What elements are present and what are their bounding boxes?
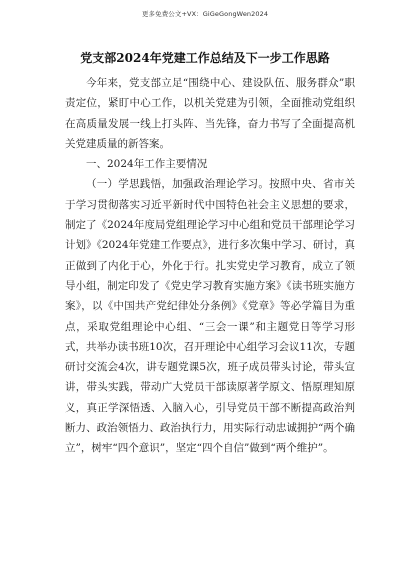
body-paragraph: （一）学思践悟，加强政治理论学习。按照中央、省市关于学习贯彻落实习近平新时代中国特色社会主义思想的要求，制定了《2024年度局党组理论学习中心组和党员干部理论学习计划》《2024年党建工作要点》，进行多次集中学习、研讨，真正做到了内化于心，外化于行。扎实党史学习教育，成立了领导小组，制定印发了《党史学习教育实施方案》《读书班实施方案》，以《中国共产党纪律处分条例》《党章》等必学篇目为重点，采取党组理论中心组、“三会一课”和主题党日等学习形式，共举办读书班10次，召开理论中心组学习会议11次，专题研讨交流会4次，讲专题党课5次，班子成员带头讨论，带头宣讲，带头实践，带动广大党员干部读原著学原文、悟原理知原义，真正学深悟透、入脑入心，引导党员干部不断提高政治判断力、政治领悟力、政治执行力，用实际行动忠诚拥护“两个确立”，树牢“四个意识”，坚定“四个自信”做到“两个维护”。 (65, 178, 355, 455)
intro-paragraph: 今年来，党支部立足“围绕中心、建设队伍、服务群众”职责定位，紧盯中心工作，以机关党建为引领，全面推动党组织在高质量发展一线上打头阵、当先锋，奋力书写了全面提高机关党建质量的新答案。 (65, 77, 355, 150)
header-note: 更多免费公文+VX：GiGeGongWen2024 (141, 10, 269, 18)
document-title: 党支部2024年党建工作总结及下一步工作思路 (80, 51, 330, 65)
section-heading: 一、2024年工作主要情况 (86, 158, 208, 171)
document-body (65, 73, 355, 459)
